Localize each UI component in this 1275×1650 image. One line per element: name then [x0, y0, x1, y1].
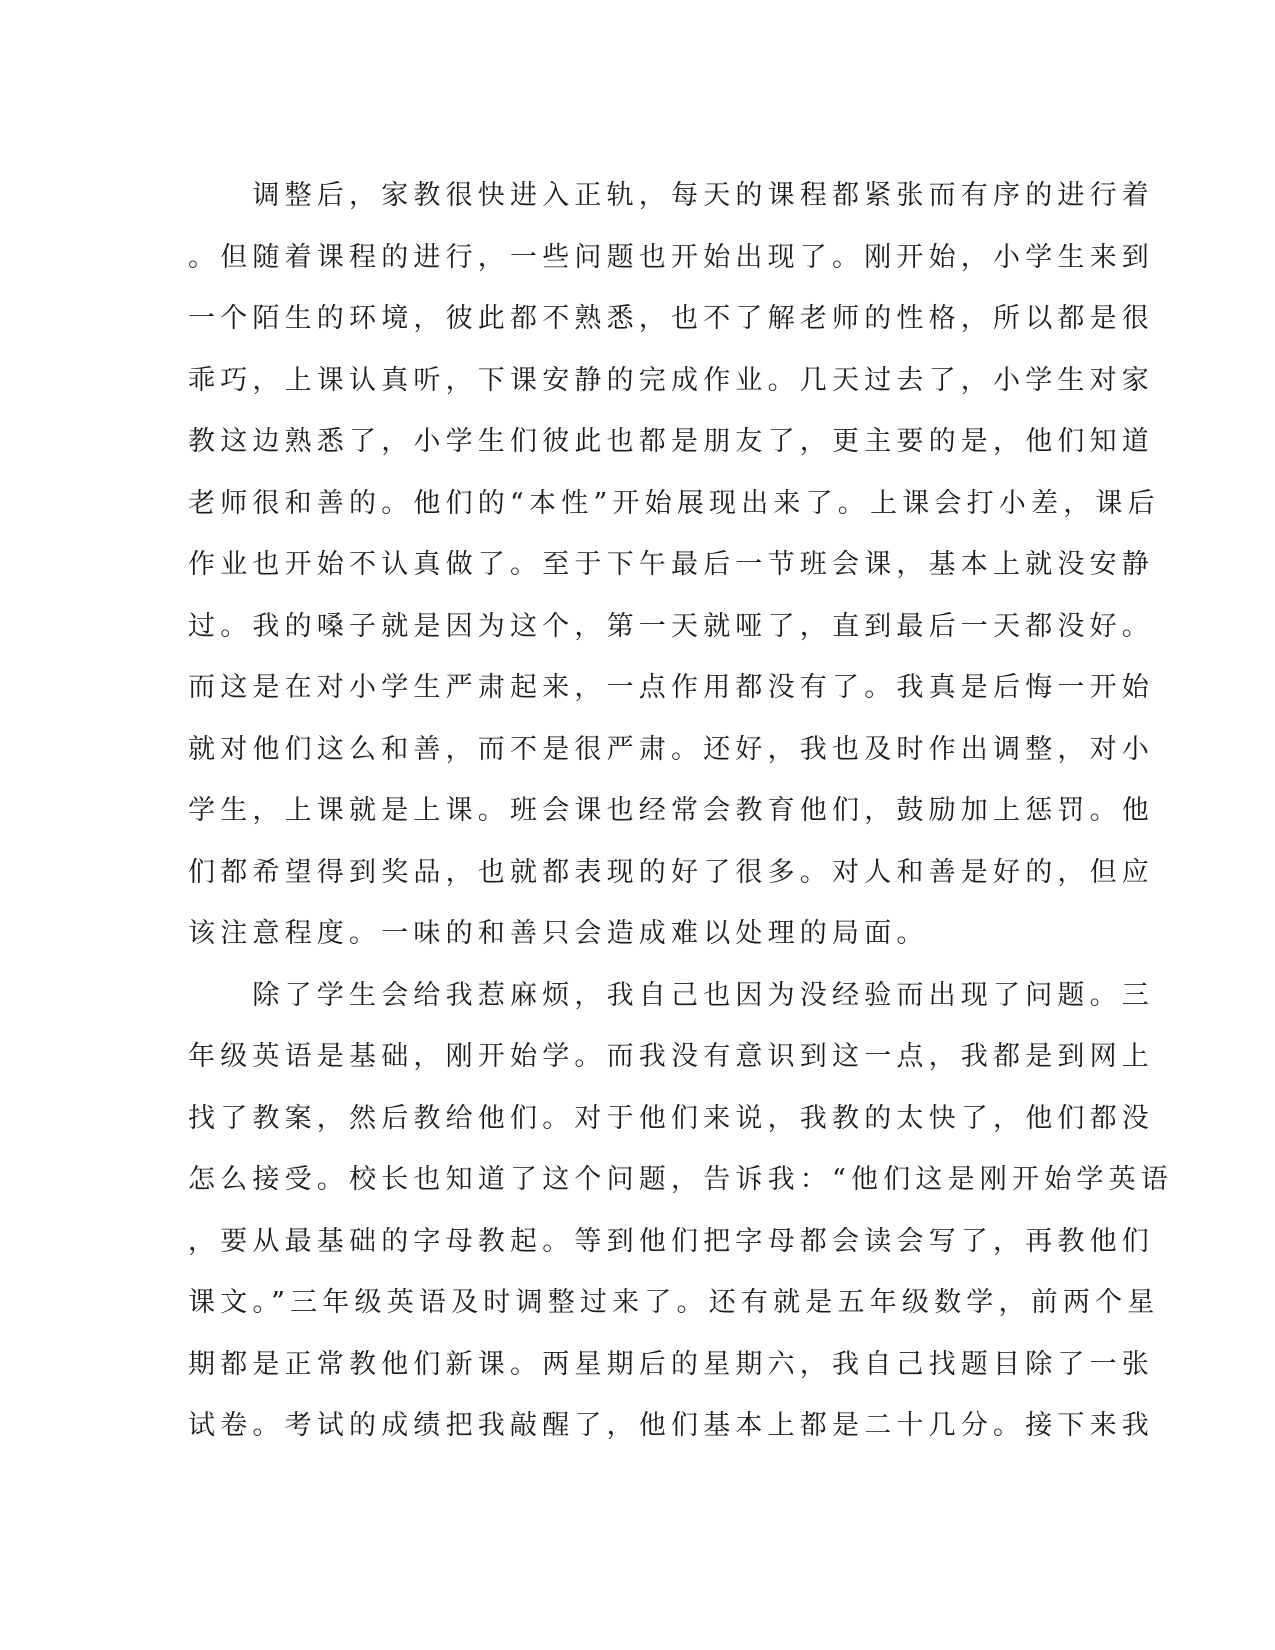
text-line: 调整后，家教很快进入正轨，每天的课程都紧张而有序的进行着 — [188, 180, 1154, 211]
text-line: 除了学生会给我惹麻烦，我自己也因为没经验而出现了问题。三 — [188, 979, 1154, 1011]
text-line: 试卷。考试的成绩把我敲醒了，他们基本上都是二十几分。接下来我 — [188, 1410, 1154, 1441]
text-line: 们都希望得到奖品，也就都表现的好了很多。对人和善是好的，但应 — [188, 856, 1154, 888]
text-line: 教这边熟悉了，小学生们彼此也都是朋友了，更主要的是，他们知道 — [188, 426, 1154, 457]
text-line: 怎么接受。校长也知道了这个问题，告诉我：“他们这是刚开始学英语 — [188, 1164, 1174, 1195]
text-line: 作业也开始不认真做了。至于下午最后一节班会课，基本上就没安静 — [188, 549, 1154, 580]
text-line: 就对他们这么和善，而不是很严肃。还好，我也及时作出调整，对小 — [188, 733, 1154, 765]
text-line: 而这是在对小学生严肃起来，一点作用都没有了。我真是后悔一开始 — [188, 672, 1154, 703]
text-line: 老师很和善的。他们的“本性”开始展现出来了。上课会打小差，课后 — [188, 487, 1160, 519]
text-line: 课文。”三年级英语及时调整过来了。还有就是五年级数学，前两个星 — [188, 1287, 1160, 1318]
text-line: 该注意程度。一味的和善只会造成难以处理的局面。 — [188, 918, 929, 949]
text-line: 乖巧，上课认真听，下课安静的完成作业。几天过去了，小学生对家 — [188, 364, 1154, 396]
text-line: 学生，上课就是上课。班会课也经常会教育他们，鼓励加上惩罚。他 — [188, 795, 1154, 826]
text-line: 期都是正常教他们新课。两星期后的星期六，我自己找题目除了一张 — [188, 1348, 1154, 1380]
text-line: 年级英语是基础，刚开始学。而我没有意识到这一点，我都是到网上 — [188, 1041, 1154, 1072]
body-text — [188, 165, 1174, 1457]
text-line: 。但随着课程的进行，一些问题也开始出现了。刚开始，小学生来到 — [188, 241, 1154, 273]
text-line: 过。我的嗓子就是因为这个，第一天就哑了，直到最后一天都没好。 — [188, 610, 1154, 642]
text-line: 一个陌生的环境，彼此都不熟悉，也不了解老师的性格，所以都是很 — [188, 303, 1154, 334]
text-line: 找了教案，然后教给他们。对于他们来说，我教的太快了，他们都没 — [188, 1102, 1154, 1134]
text-line: ，要从最基础的字母教起。等到他们把字母都会读会写了，再教他们 — [188, 1225, 1154, 1257]
